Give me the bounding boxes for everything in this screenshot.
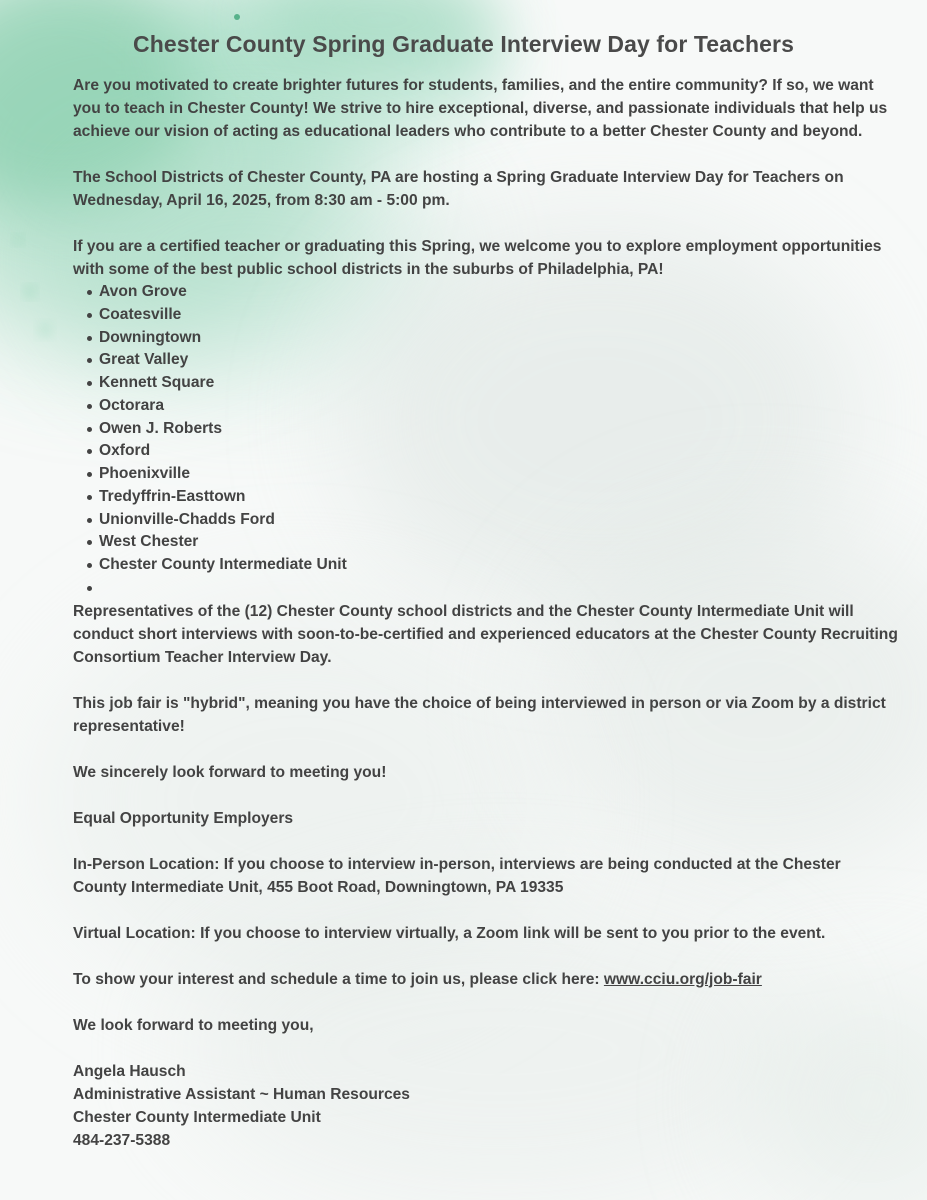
signature-name: Angela Hausch — [73, 1062, 186, 1080]
flyer-body — [73, 74, 898, 1152]
signature-phone: 484-237-5388 — [73, 1131, 171, 1149]
list-item: Coatesville — [99, 304, 898, 327]
list-item: Avon Grove — [99, 281, 898, 304]
interest-text: To show your interest and schedule a time to join us, please click here: — [73, 970, 604, 988]
district-list — [73, 281, 898, 600]
list-item: Kennett Square — [99, 372, 898, 395]
list-item: Octorara — [99, 395, 898, 418]
empty-list-item — [99, 577, 898, 600]
signature-org: Chester County Intermediate Unit — [73, 1108, 321, 1126]
hybrid-paragraph: This job fair is "hybrid", meaning you have the choice of being interviewed in person or via Zoom by a district representative! — [73, 694, 886, 735]
list-item: Great Valley — [99, 349, 898, 372]
look-forward-paragraph: We sincerely look forward to meeting you! — [73, 763, 387, 781]
event-info-paragraph: The School Districts of Chester County, PA are hosting a Spring Graduate Interview Day for Teachers on Wednesday, April 16, 2025, from 8:30 am - 5:00 pm. — [73, 169, 844, 209]
signature-role: Administrative Assistant ~ Human Resources — [73, 1085, 410, 1103]
in-person-location-paragraph: In-Person Location: If you choose to interview in-person, interviews are being conducted at the Chester County Intermediate Unit, 455 Boot Road, Downingtown, PA 19335 — [73, 855, 841, 896]
list-item: Chester County Intermediate Unit — [99, 554, 898, 577]
eoe-paragraph: Equal Opportunity Employers — [73, 809, 294, 827]
representatives-paragraph: Representatives of the (12) Chester County school districts and the Chester County Intermediate Unit will conduct short interviews with soon-to-be-certified and experienced educators at the Chester County Recruiting Consortium Teacher Interview Day. — [73, 602, 898, 666]
list-item: Tredyffrin-Easttown — [99, 486, 898, 509]
welcome-paragraph: If you are a certified teacher or graduating this Spring, we welcome you to explore employment opportunities with some of the best public school districts in the suburbs of Philadelphia, PA! — [73, 238, 882, 278]
list-item: Owen J. Roberts — [99, 418, 898, 441]
list-item: Unionville-Chadds Ford — [99, 509, 898, 532]
list-item: Phoenixville — [99, 463, 898, 486]
interest-paragraph — [73, 968, 898, 991]
page-title: Chester County Spring Graduate Interview Day for Teachers — [133, 31, 794, 57]
closing-paragraph: We look forward to meeting you, — [73, 1016, 314, 1034]
list-item: Downingtown — [99, 327, 898, 350]
list-item: Oxford — [99, 440, 898, 463]
job-fair-link[interactable]: www.cciu.org/job-fair — [603, 970, 762, 988]
list-item: West Chester — [99, 531, 898, 554]
virtual-location-paragraph: Virtual Location: If you choose to interview virtually, a Zoom link will be sent to you prior to the event. — [73, 924, 826, 942]
intro-paragraph: Are you motivated to create brighter futures for students, families, and the entire community? If so, we want you to teach in Chester County! We strive to hire exceptional, diverse, and passionate individuals that help us achieve our vision of acting as educational leaders who contribute to a better Chester County and beyond. — [73, 77, 888, 140]
